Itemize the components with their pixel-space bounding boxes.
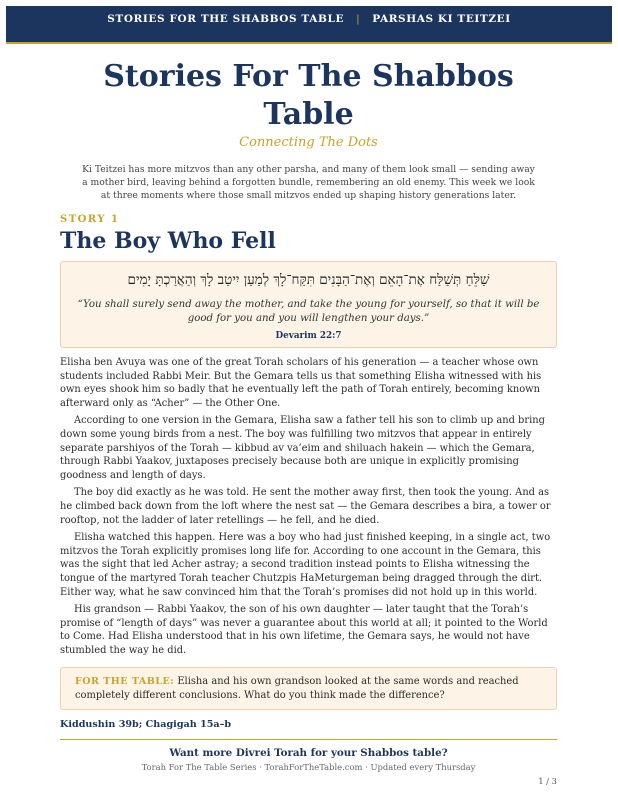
for-the-table-box (60, 667, 557, 710)
page-title: Stories For The Shabbos Table (103, 59, 514, 132)
header-bar (6, 6, 612, 44)
story-paragraph: His grandson — Rabbi Yaakov, the son of his own daughter — later taught that the Torah’s promise of “length of days” was never a guarantee about this world at all; it pointed to the World to Come. Had Elisha understood that in his own lifetime, the Gemara says, he would not have stumbled the way he did. (60, 604, 548, 656)
intro-paragraph: Ki Teitzei has more mitzvos than any other parsha, and many of them look small — sending away a mother bird, leaving behind a forgotten bundle, remembering an old enemy. This week we look at three moments where those small mitzvos ended up shaping history generations later. (82, 164, 535, 201)
verse-box (60, 261, 557, 348)
sources-citation: Kiddushin 39b; Chagigah 15a–b (60, 719, 232, 731)
page-number: 1 / 3 (538, 776, 557, 787)
header-separator: | (356, 13, 361, 25)
page-subtitle: Connecting The Dots (239, 135, 378, 150)
for-the-table-text: Elisha and his own grandson looked at the same words and reached completely different conclusions. What do you think made the difference? (75, 676, 519, 701)
story-paragraph: The boy did exactly as he was told. He sent the mother away first, then took the young. And as he climbed back down from the loft where the nest sat — the Gemara describes a bira, a tower or rooftop, not the ladder of later retellings — he fell, and he died. (60, 487, 551, 526)
for-the-table-label: FOR THE TABLE: (75, 676, 175, 688)
footer-meta: Torah For The Table Series · TorahForTheTable.com · Updated every Thursday (141, 762, 476, 773)
header-series-title: STORIES FOR THE SHABBOS TABLE (107, 13, 345, 25)
story-label: STORY 1 (60, 214, 120, 225)
story-paragraph: According to one version in the Gemara, Elisha saw a father tell his son to climb up and bring down some young birds from a nest. The boy was fulfilling two mitzvos that appear in entirely separate parshiyos of the Torah — kibbud av va’eim and shiluach hakein — which the Gemara, through Rabbi Yaakov, juxtaposes precisely because both are unique in explicitly promising goodness and length of days. (60, 415, 545, 481)
story-paragraph: Elisha watched this happen. Here was a boy who had just finished keeping, in a single act, two mitzvos the Torah explicitly promises long life for. According to one account in the Gemara, this was the sight that led Acher astray; a second tradition instead points to Elisha witnessing the tongue of the martyred Torah teacher Chutzpis HaMeturgeman being dragged through the dirt. Either way, what he saw convinced him that the Torah’s promises did not hold up in this world. (60, 532, 551, 598)
story-body (60, 356, 557, 657)
story-title: The Boy Who Fell (60, 228, 276, 254)
page-content (60, 58, 557, 786)
verse-translation: “You shall surely send away the mother, and take the young for yourself, so that it will be good for you and you will lengthen your days.” (77, 299, 540, 324)
story-paragraph: Elisha ben Avuya was one of the great Torah scholars of his generation — a teacher whose own students included Rabbi Meir. But the Gemara tells us that something Elisha witnessed with his own eyes shook him so badly that he eventually left the path of Torah entirely, becoming known afterward only as “Acher” — the Other One. (60, 357, 542, 409)
header-parsha: PARSHAS KI TEITZEI (372, 13, 511, 25)
footer-divider (60, 739, 557, 740)
verse-citation: Devarim 22:7 (275, 331, 342, 341)
footer-call-to-action: Want more Divrei Torah for your Shabbos table? (169, 747, 448, 760)
hebrew-verse: שַׁלֵּחַ תְּשַׁלַּח אֶת־הָאֵם וְאֶת־הַבָּנִים תִּקַּח־לָךְ לְמַעַן יִיטַב לָךְ וְהַאֲרַכְתָּ יָמִים (127, 272, 490, 288)
